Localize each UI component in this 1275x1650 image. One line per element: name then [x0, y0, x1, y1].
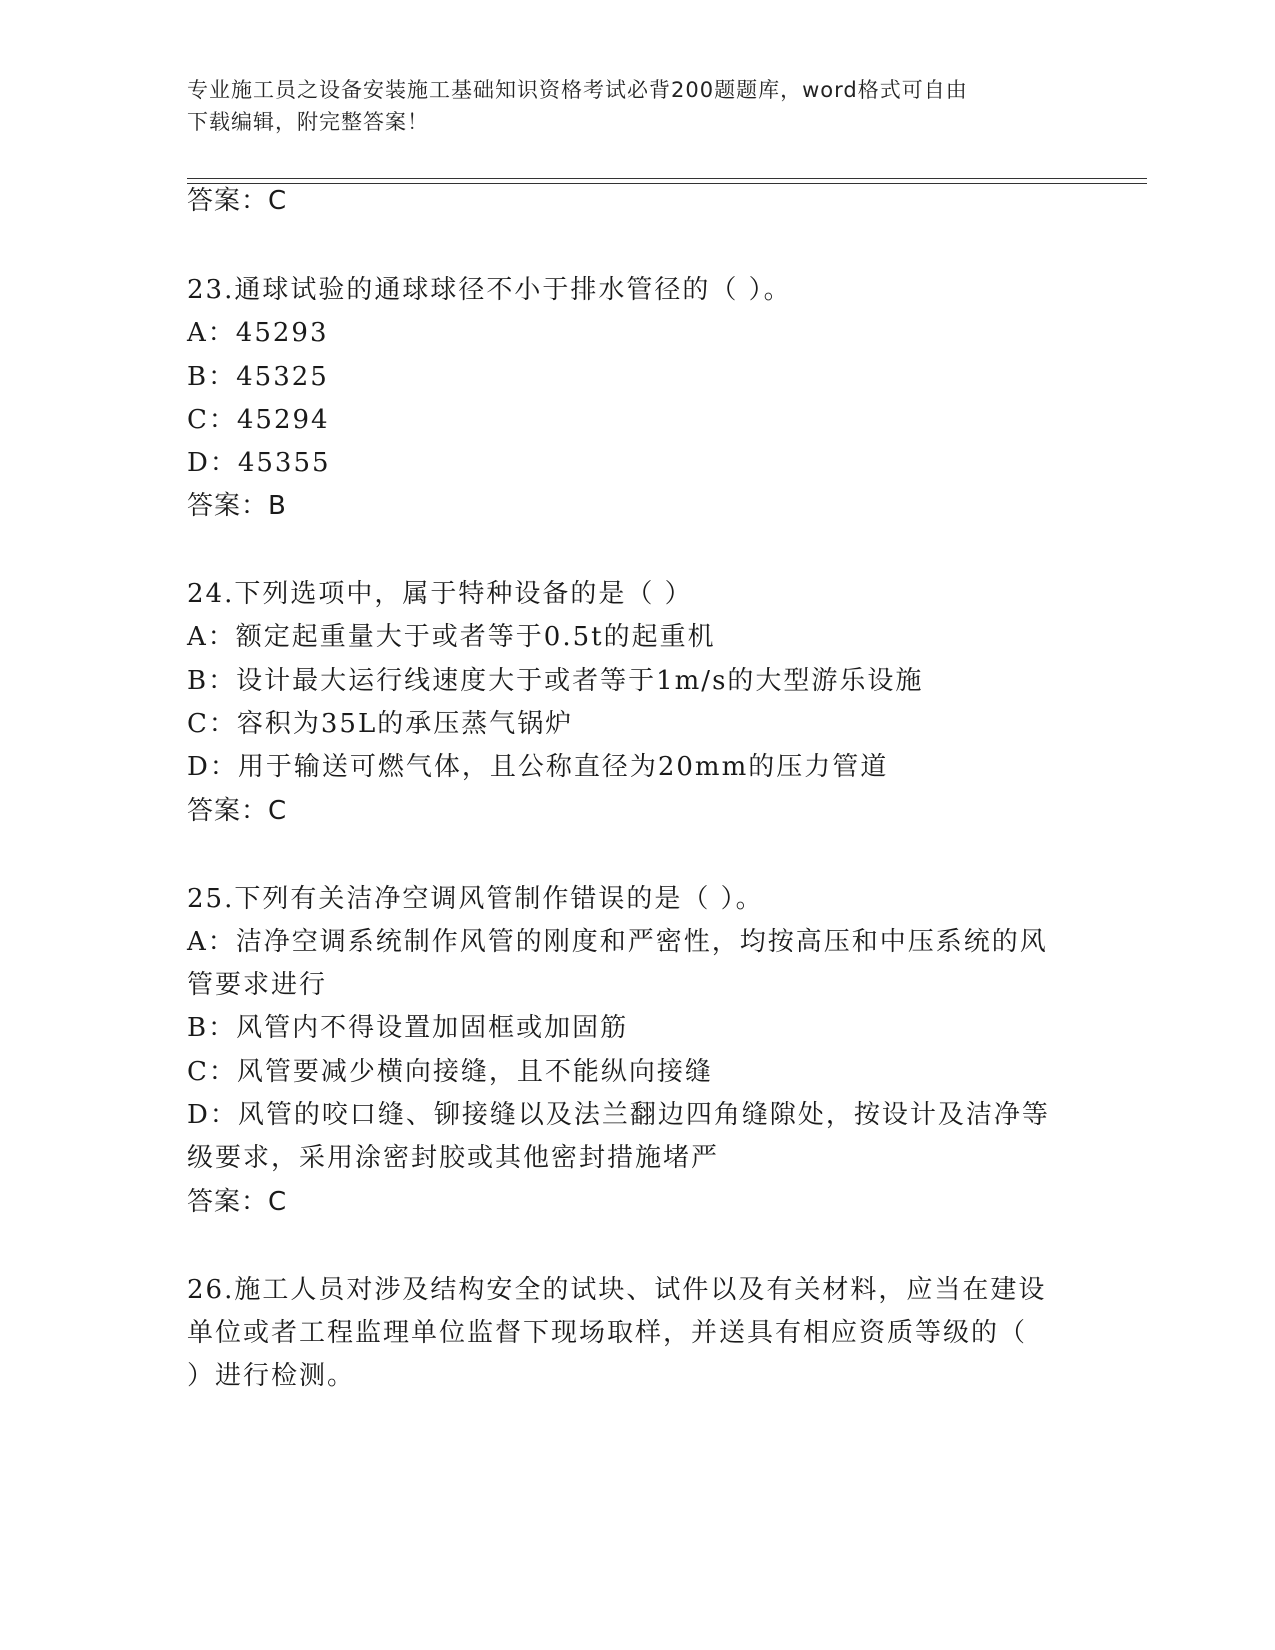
- question-25: 25.下列有关洁净空调风管制作错误的是（ ）。: [187, 884, 764, 914]
- q25-option-d-line-2: 级要求，采用涂密封胶或其他密封措施堵严: [187, 1143, 720, 1173]
- question-26-line-3: ）进行检测。: [187, 1361, 356, 1391]
- q24-option-a: A：额定起重量大于或者等于0.5t的起重机: [187, 622, 716, 652]
- header-line-2: 下载编辑，附完整答案！: [187, 110, 429, 134]
- q23-option-a: A：45293: [187, 318, 329, 348]
- previous-answer: 答案：C: [187, 186, 288, 216]
- header-divider-bottom: [187, 183, 1147, 184]
- q25-option-d-line-1: D：风管的咬口缝、铆接缝以及法兰翻边四角缝隙处，按设计及洁净等: [187, 1100, 1050, 1130]
- q23-answer: 答案：B: [187, 491, 287, 521]
- question-26-line-1: 26.施工人员对涉及结构安全的试块、试件以及有关材料，应当在建设: [187, 1275, 1047, 1305]
- q24-option-b: B：设计最大运行线速度大于或者等于1m/s的大型游乐设施: [187, 666, 924, 696]
- q25-option-c: C：风管要减少横向接缝，且不能纵向接缝: [187, 1057, 713, 1087]
- document-header: [187, 74, 1067, 138]
- q25-option-a-line-1: A：洁净空调系统制作风管的刚度和严密性，均按高压和中压系统的风: [187, 927, 1048, 957]
- q24-option-d: D：用于输送可燃气体，且公称直径为20mm的压力管道: [187, 752, 889, 782]
- header-line-1: 专业施工员之设备安装施工基础知识资格考试必背200题题库，word格式可自由: [187, 78, 968, 102]
- q24-answer: 答案：C: [187, 796, 288, 826]
- q25-option-b: B：风管内不得设置加固框或加固筋: [187, 1013, 629, 1043]
- header-divider-top: [187, 178, 1147, 179]
- question-24: 24.下列选项中，属于特种设备的是（ ）: [187, 579, 693, 609]
- q23-option-b: B：45325: [187, 362, 329, 392]
- q25-answer: 答案：C: [187, 1187, 288, 1217]
- q24-option-c: C：容积为35L的承压蒸气锅炉: [187, 709, 574, 739]
- q25-option-a-line-2: 管要求进行: [187, 970, 328, 1000]
- q23-option-d: D：45355: [187, 448, 331, 478]
- question-26-line-2: 单位或者工程监理单位监督下现场取样，并送具有相应资质等级的（: [187, 1318, 1028, 1348]
- question-23: 23.通球试验的通球球径不小于排水管径的（ ）。: [187, 275, 792, 305]
- q23-option-c: C：45294: [187, 405, 330, 435]
